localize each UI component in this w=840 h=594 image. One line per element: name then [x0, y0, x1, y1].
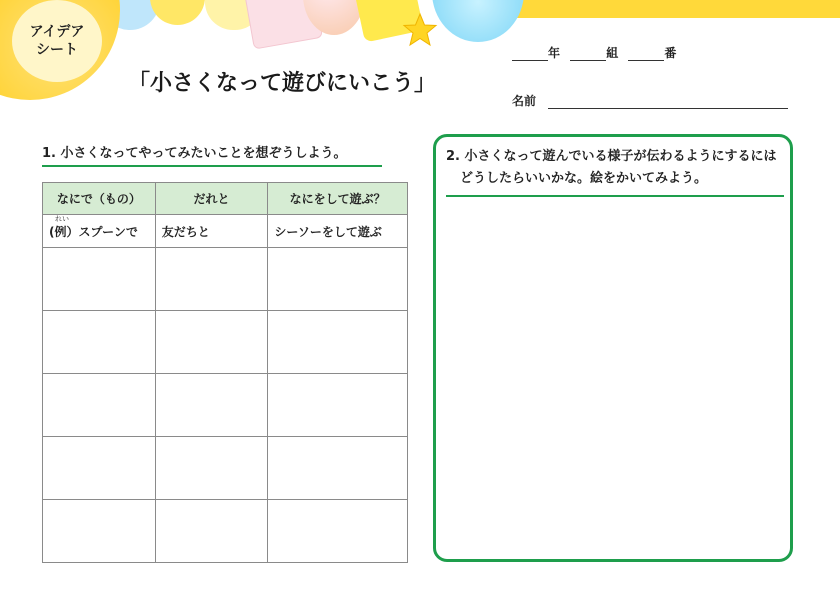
table-row	[43, 311, 408, 374]
section2-prompt	[446, 146, 777, 190]
example-what-wrap	[49, 214, 138, 240]
section2-underline	[446, 195, 784, 197]
idea-table	[42, 182, 408, 563]
number-label: 番	[664, 46, 677, 60]
cell-how[interactable]	[268, 500, 408, 563]
header-what: なにで（もの）	[43, 183, 156, 215]
year-class-number	[512, 44, 676, 61]
badge-line1: アイデア	[29, 24, 85, 40]
name-label: 名前	[512, 94, 537, 108]
star-icon	[402, 12, 438, 48]
table-row	[43, 374, 408, 437]
cell-how[interactable]	[268, 374, 408, 437]
example-row	[43, 215, 408, 248]
cell-who[interactable]	[155, 437, 268, 500]
idea-sheet-badge	[12, 0, 102, 82]
cell-who[interactable]	[155, 248, 268, 311]
example-what-text: (例）スプーンで	[49, 224, 138, 239]
section2-prompt-line1: 2. 小さくなって遊んでいる様子が伝わるようにするには	[446, 149, 777, 164]
decor-yellow-circle	[150, 0, 205, 25]
example-who: 友だちと	[155, 215, 268, 248]
cell-who[interactable]	[155, 311, 268, 374]
table-row	[43, 248, 408, 311]
cell-how[interactable]	[268, 311, 408, 374]
year-label: 年	[548, 46, 561, 60]
decor-blue-ball	[432, 0, 524, 42]
cell-how[interactable]	[268, 437, 408, 500]
cell-who[interactable]	[155, 374, 268, 437]
cell-how[interactable]	[268, 248, 408, 311]
header-how: なにをして遊ぶ？	[268, 183, 408, 215]
cell-what[interactable]	[43, 500, 156, 563]
cell-what[interactable]	[43, 248, 156, 311]
cell-who[interactable]	[155, 500, 268, 563]
table-row	[43, 500, 408, 563]
year-field[interactable]	[512, 48, 548, 61]
section1-prompt: 1. 小さくなってやってみたいことを想ぞうしよう。	[42, 146, 347, 161]
name-row	[512, 92, 788, 109]
class-field[interactable]	[570, 48, 606, 61]
top-color-band	[500, 0, 840, 18]
example-how: シーソーをして遊ぶ	[268, 215, 408, 248]
badge-line2: シート	[36, 42, 78, 58]
cell-what[interactable]	[43, 374, 156, 437]
cell-what[interactable]	[43, 311, 156, 374]
class-label: 組	[606, 46, 619, 60]
cell-what[interactable]	[43, 437, 156, 500]
header-who: だれと	[155, 183, 268, 215]
section1-underline	[42, 165, 382, 167]
page-title: 「小さくなって遊びにいこう」	[128, 71, 437, 96]
number-field[interactable]	[628, 48, 664, 61]
name-field[interactable]	[548, 96, 788, 109]
section2-prompt-line2: どうしたらいいかな。絵をかいてみよう。	[460, 171, 708, 186]
example-what	[43, 215, 156, 248]
drawing-panel[interactable]	[433, 134, 793, 562]
example-ruby: れい	[55, 214, 69, 223]
table-row	[43, 437, 408, 500]
table-header-row	[43, 183, 408, 215]
